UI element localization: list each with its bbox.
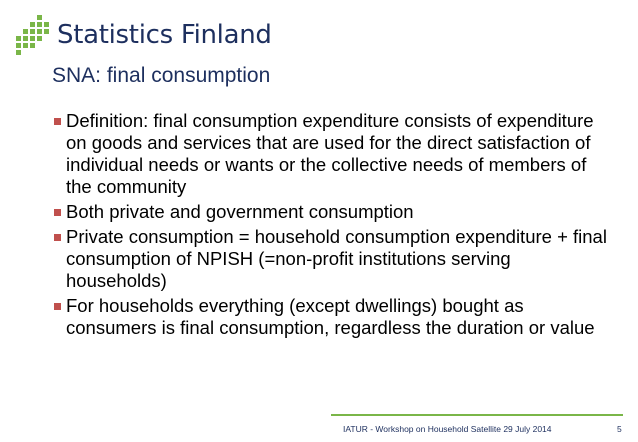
bullet-square-icon xyxy=(54,209,61,216)
logo-text: Statistics Finland xyxy=(57,20,272,50)
bullet-text: Definition: final consumption expenditure consists of expenditure on goods and services that are used for the direct satisfaction of individual needs or wants or the collective needs of members of the community xyxy=(66,110,594,197)
bullet-square-icon xyxy=(54,118,61,125)
bullet-square-icon xyxy=(54,303,61,310)
footer-text: IATUR - Workshop on Household Satellite 29 July 2014 xyxy=(343,424,552,434)
bullet-text: For households everything (except dwellings) bought as consumers is final consumption, regardless the duration or value xyxy=(66,295,595,338)
bullet-item xyxy=(52,295,612,339)
footer-divider xyxy=(331,414,623,416)
bullet-item xyxy=(52,226,612,292)
bullet-text: Private consumption = household consumption expenditure + final consumption of NPISH (=non-profit institutions serving households) xyxy=(66,226,607,291)
statistics-finland-bars-icon xyxy=(14,14,50,56)
slide-title: SNA: final consumption xyxy=(52,64,271,87)
statistics-finland-logo xyxy=(14,14,272,56)
bullet-item xyxy=(52,201,612,223)
bullet-text: Both private and government consumption xyxy=(66,201,414,222)
bullet-square-icon xyxy=(54,234,61,241)
bullet-list xyxy=(52,110,612,342)
page-number: 5 xyxy=(617,424,622,434)
bullet-item xyxy=(52,110,612,198)
